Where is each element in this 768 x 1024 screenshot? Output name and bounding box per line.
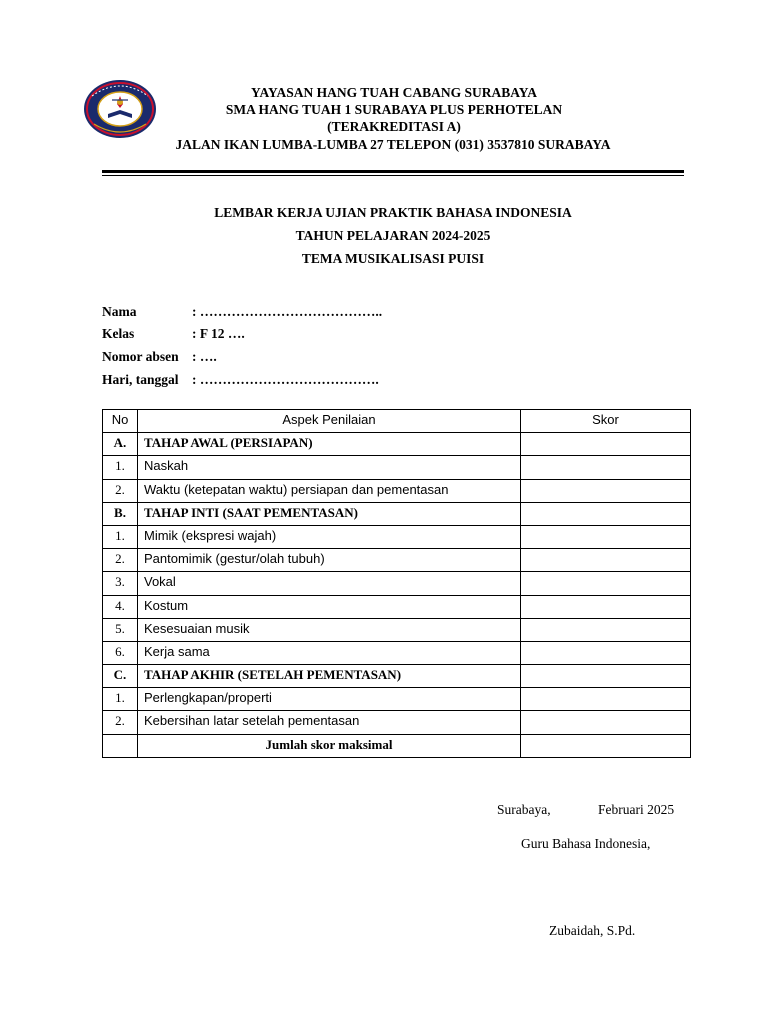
table-row	[103, 549, 691, 572]
row-aspect: Kostum	[138, 595, 521, 618]
score-cell[interactable]	[521, 711, 691, 734]
assessment-table	[102, 409, 691, 758]
row-no: 3.	[103, 572, 138, 595]
row-aspect: Vokal	[138, 572, 521, 595]
row-no: B.	[103, 502, 138, 525]
field-hari[interactable]	[102, 371, 379, 388]
field-nama-label: Nama	[102, 304, 137, 319]
header-score: Skor	[521, 410, 691, 433]
score-cell[interactable]	[521, 502, 691, 525]
score-cell[interactable]	[521, 572, 691, 595]
header-school: SMA HANG TUAH 1 SURABAYA PLUS PERHOTELAN	[225, 102, 563, 117]
score-cell[interactable]	[521, 688, 691, 711]
signature-name: Zubaidah, S.Pd.	[549, 923, 636, 938]
total-row	[103, 734, 691, 757]
table-row	[103, 641, 691, 664]
doc-theme: TEMA MUSIKALISASI PUISI	[301, 251, 485, 266]
header-foundation: YAYASAN HANG TUAH CABANG SURABAYA	[250, 85, 538, 100]
score-cell[interactable]	[521, 549, 691, 572]
table-row	[103, 688, 691, 711]
section-row-b	[103, 502, 691, 525]
row-no: C.	[103, 665, 138, 688]
total-no-cell	[103, 734, 138, 757]
signature-date: Februari 2025	[598, 802, 675, 817]
signature-role: Guru Bahasa Indonesia,	[521, 836, 651, 851]
doc-title: LEMBAR KERJA UJIAN PRAKTIK BAHASA INDONESIA	[214, 205, 572, 220]
row-aspect: Kesesuaian musik	[138, 618, 521, 641]
row-no: 1.	[103, 525, 138, 548]
score-cell[interactable]	[521, 595, 691, 618]
score-cell[interactable]	[521, 618, 691, 641]
row-aspect: Perlengkapan/properti	[138, 688, 521, 711]
signature-city: Surabaya,	[497, 802, 551, 817]
table-row	[103, 479, 691, 502]
score-cell[interactable]	[521, 525, 691, 548]
header-accreditation: (TERAKREDITASI A)	[327, 119, 461, 134]
field-kelas[interactable]	[102, 325, 245, 342]
row-no: 6.	[103, 641, 138, 664]
header-address: JALAN IKAN LUMBA-LUMBA 27 TELEPON (031) 3537810 SURABAYA	[175, 137, 611, 152]
field-hari-value[interactable]: : ………………………………….	[192, 372, 379, 387]
field-absen[interactable]	[102, 348, 217, 365]
row-no: 2.	[103, 549, 138, 572]
row-aspect: TAHAP AWAL (PERSIAPAN)	[138, 433, 521, 456]
row-aspect: Naskah	[138, 456, 521, 479]
total-label: Jumlah skor maksimal	[138, 734, 521, 757]
row-no: 1.	[103, 456, 138, 479]
row-no: 2.	[103, 479, 138, 502]
row-no: 4.	[103, 595, 138, 618]
row-aspect: TAHAP INTI (SAAT PEMENTASAN)	[138, 502, 521, 525]
score-cell[interactable]	[521, 665, 691, 688]
table-header-row	[103, 410, 691, 433]
header-aspect: Aspek Penilaian	[138, 410, 521, 433]
row-aspect: Waktu (ketepatan waktu) persiapan dan pementasan	[138, 479, 521, 502]
row-aspect: Kebersihan latar setelah pementasan	[138, 711, 521, 734]
row-no: A.	[103, 433, 138, 456]
table-row	[103, 711, 691, 734]
section-row-a	[103, 433, 691, 456]
letterhead-divider	[102, 170, 684, 173]
row-aspect: Kerja sama	[138, 641, 521, 664]
letterhead-divider-thin	[102, 175, 684, 176]
row-aspect: Pantomimik (gestur/olah tubuh)	[138, 549, 521, 572]
field-nama-value[interactable]: : …………………………………..	[192, 304, 383, 319]
field-hari-label: Hari, tanggal	[102, 372, 179, 387]
score-cell[interactable]	[521, 456, 691, 479]
header-no: No	[103, 410, 138, 433]
section-row-c	[103, 665, 691, 688]
doc-year: TAHUN PELAJARAN 2024-2025	[295, 228, 491, 243]
score-cell[interactable]	[521, 433, 691, 456]
total-score-cell[interactable]	[521, 734, 691, 757]
table-row	[103, 525, 691, 548]
row-aspect: Mimik (ekspresi wajah)	[138, 525, 521, 548]
field-absen-label: Nomor absen	[102, 349, 179, 364]
row-no: 1.	[103, 688, 138, 711]
row-no: 2.	[103, 711, 138, 734]
table-row	[103, 595, 691, 618]
score-cell[interactable]	[521, 641, 691, 664]
field-absen-value[interactable]: : ….	[192, 349, 217, 364]
field-kelas-label: Kelas	[102, 326, 135, 341]
score-cell[interactable]	[521, 479, 691, 502]
row-aspect: TAHAP AKHIR (SETELAH PEMENTASAN)	[138, 665, 521, 688]
table-row	[103, 572, 691, 595]
table-row	[103, 456, 691, 479]
table-row	[103, 618, 691, 641]
field-nama[interactable]	[102, 303, 382, 320]
row-no: 5.	[103, 618, 138, 641]
field-kelas-value[interactable]: : F 12 ….	[192, 326, 245, 341]
